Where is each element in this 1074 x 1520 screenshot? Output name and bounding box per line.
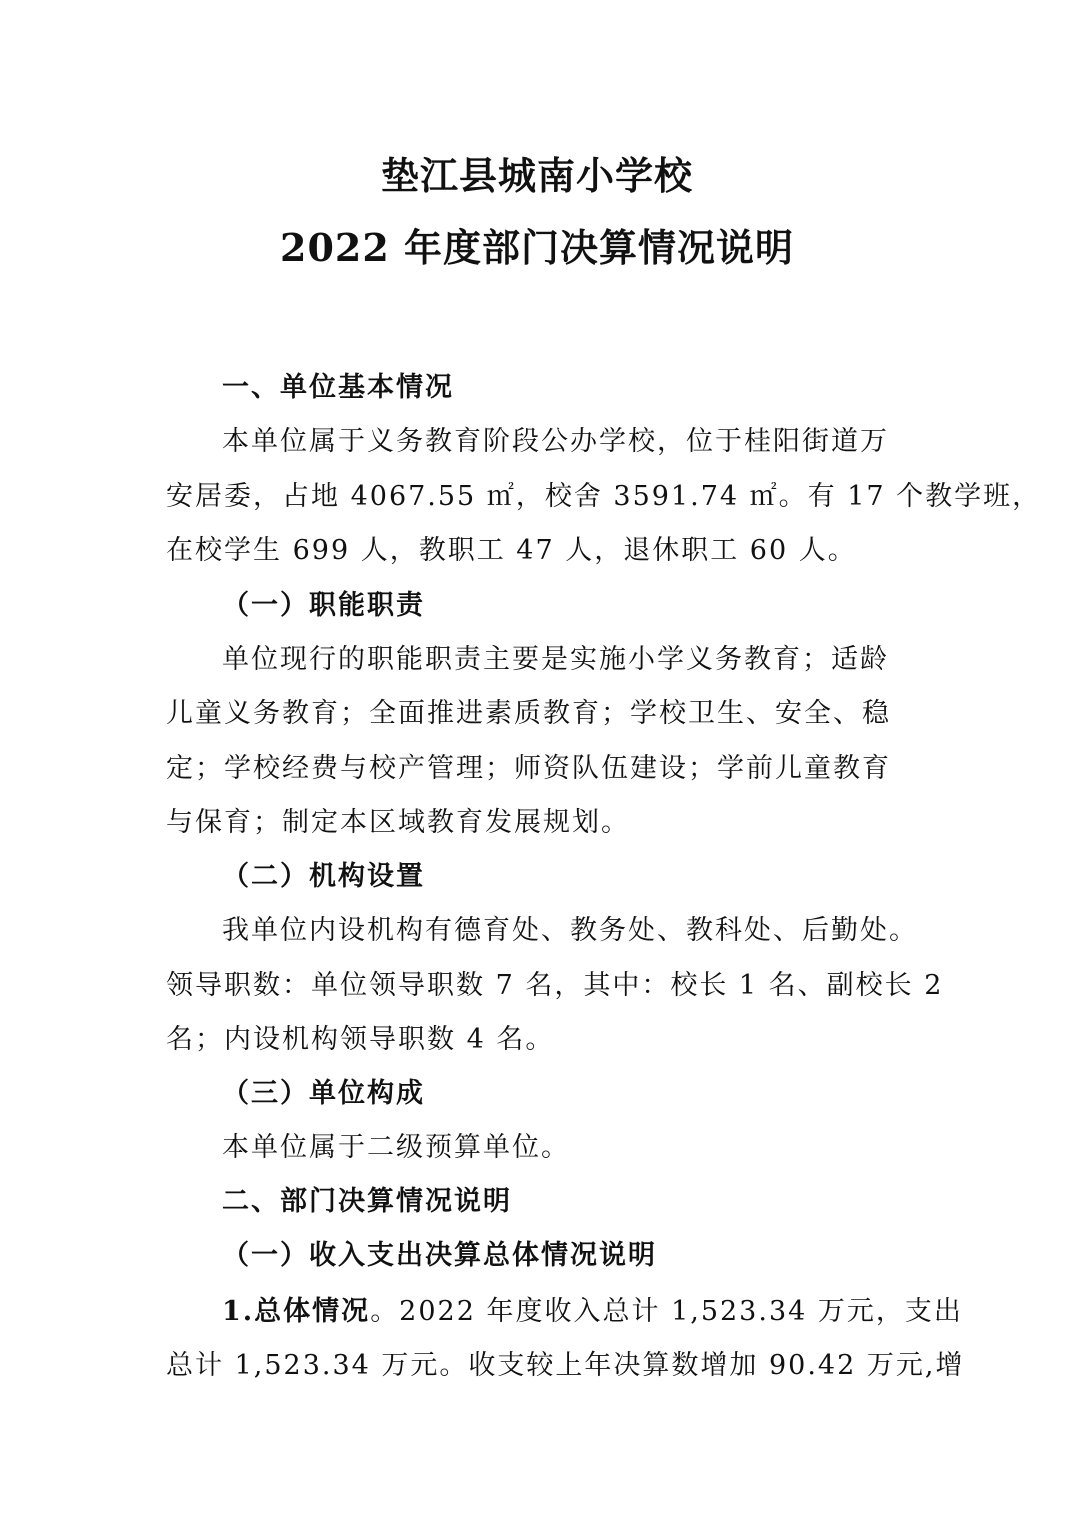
section-heading-basic-info: 一、单位基本情况 — [222, 372, 454, 403]
paragraph-line: 本单位属于二级预算单位。 — [222, 1132, 570, 1163]
paragraph-line — [222, 1292, 963, 1332]
overall-situation-lead: 1.总体情况 — [222, 1296, 371, 1327]
subheading-composition: （三）单位构成 — [222, 1078, 425, 1109]
subheading-duties: （一）职能职责 — [222, 590, 425, 621]
paragraph-line: 定；学校经费与校产管理；师资队伍建设；学前儿童教育 — [166, 753, 891, 784]
paragraph-line: 总计 1,523.34 万元。收支较上年决算数增加 90.42 万元,增 — [166, 1350, 965, 1381]
section-heading-final-accounts: 二、部门决算情况说明 — [222, 1186, 512, 1217]
paragraph-line: 领导职数：单位领导职数 7 名，其中：校长 1 名、副校长 2 — [166, 970, 944, 1001]
document-title-line-1: 垫江县城南小学校 — [380, 153, 693, 198]
paragraph-line: 单位现行的职能职责主要是实施小学义务教育；适龄 — [222, 644, 889, 675]
subheading-income-expenditure: （一）收入支出决算总体情况说明 — [222, 1240, 657, 1271]
paragraph-line: 本单位属于义务教育阶段公办学校，位于桂阳街道万 — [222, 426, 889, 457]
paragraph-line: 安居委，占地 4067.55 ㎡，校舍 3591.74 ㎡。有 17 个教学班， — [166, 481, 1042, 512]
paragraph-line: 儿童义务教育；全面推进素质教育；学校卫生、安全、稳 — [166, 698, 891, 729]
overall-situation-text: 。2022 年度收入总计 1,523.34 万元，支出 — [370, 1296, 963, 1327]
paragraph-line: 在校学生 699 人，教职工 47 人，退休职工 60 人。 — [166, 535, 857, 566]
document-title-line-2: 2022 年度部门决算情况说明 — [280, 225, 794, 270]
paragraph-line: 与保育；制定本区域教育发展规划。 — [166, 807, 630, 838]
paragraph-line: 名；内设机构领导职数 4 名。 — [166, 1024, 555, 1055]
subheading-organization: （二）机构设置 — [222, 861, 425, 892]
paragraph-line: 我单位内设机构有德育处、教务处、教科处、后勤处。 — [222, 915, 918, 946]
